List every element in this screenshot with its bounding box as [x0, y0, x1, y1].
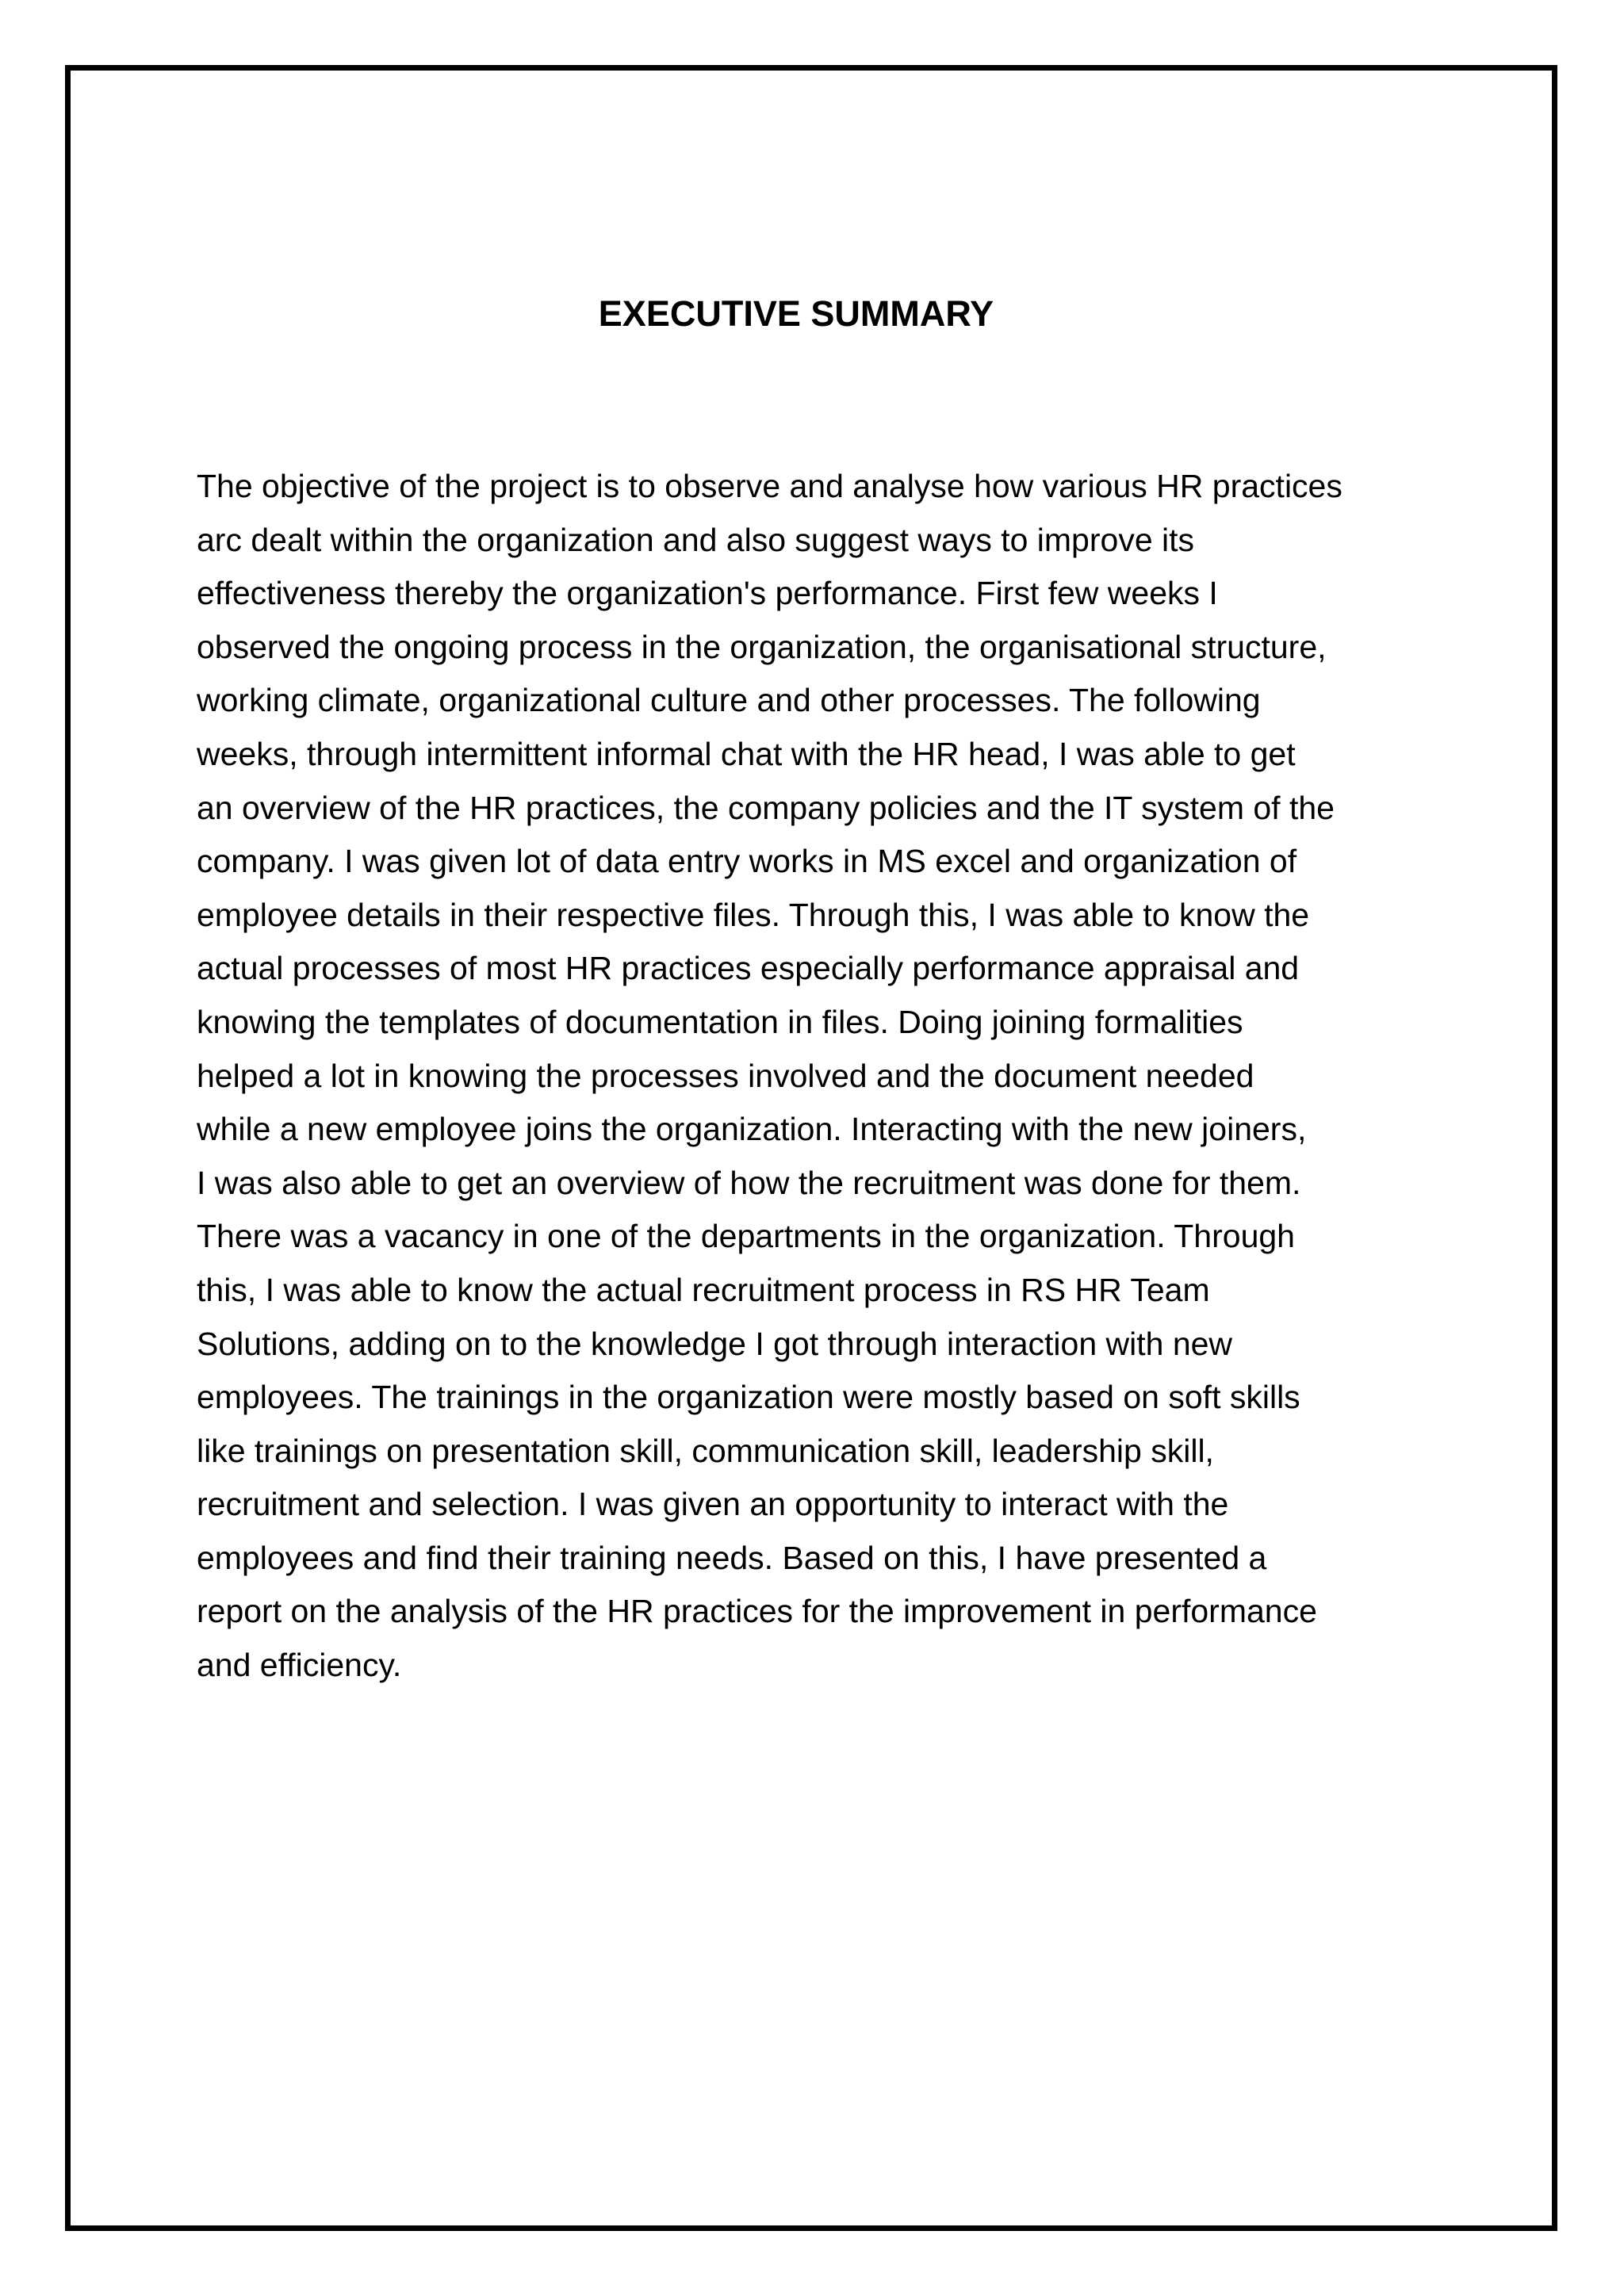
paragraph-line: observed the ongoing process in the organization, the organisational structure,: [197, 628, 1327, 665]
paragraph-line: There was a vacancy in one of the departments in the organization. Through: [197, 1218, 1295, 1255]
paragraph-line: recruitment and selection. I was given an opportunity to interact with the: [197, 1486, 1229, 1523]
paragraph-line: arc dealt within the organization and also suggest ways to improve its: [197, 521, 1195, 558]
paragraph-line: while a new employee joins the organization. Interacting with the new joiners,: [197, 1111, 1307, 1148]
paragraph-line: weeks, through intermittent informal chat with the HR head, I was able to get: [197, 735, 1296, 772]
paragraph-line: report on the analysis of the HR practices for the improvement in performance: [197, 1593, 1317, 1630]
paragraph-line: knowing the templates of documentation in files. Doing joining formalities: [197, 1003, 1243, 1040]
paragraph-line: employees. The trainings in the organization were mostly based on soft skills: [197, 1379, 1300, 1416]
paragraph-line: company. I was given lot of data entry works in MS excel and organization of: [197, 843, 1297, 880]
summary-paragraph: [197, 460, 1450, 1693]
paragraph-line: I was also able to get an overview of how the recruitment was done for them.: [197, 1164, 1301, 1201]
paragraph-line: like trainings on presentation skill, communication skill, leadership skill,: [197, 1432, 1214, 1469]
paragraph-line: helped a lot in knowing the processes involved and the document needed: [197, 1057, 1254, 1094]
paragraph-line: and efficiency.: [197, 1647, 402, 1684]
paragraph-line: The objective of the project is to observe and analyse how various HR practices: [197, 468, 1342, 504]
paragraph-line: this, I was able to know the actual recruitment process in RS HR Team: [197, 1271, 1210, 1308]
paragraph-line: employees and find their training needs. Based on this, I have presented a: [197, 1539, 1267, 1576]
paragraph-line: Solutions, adding on to the knowledge I got through interaction with new: [197, 1325, 1233, 1362]
page-title: EXECUTIVE SUMMARY: [598, 293, 994, 334]
paragraph-line: working climate, organizational culture and other processes. The following: [197, 682, 1261, 719]
paragraph-line: actual processes of most HR practices especially performance appraisal and: [197, 950, 1300, 987]
paragraph-line: an overview of the HR practices, the company policies and the IT system of the: [197, 789, 1335, 826]
paragraph-line: employee details in their respective files. Through this, I was able to know the: [197, 896, 1310, 933]
paragraph-line: effectiveness thereby the organization's performance. First few weeks I: [197, 575, 1218, 612]
